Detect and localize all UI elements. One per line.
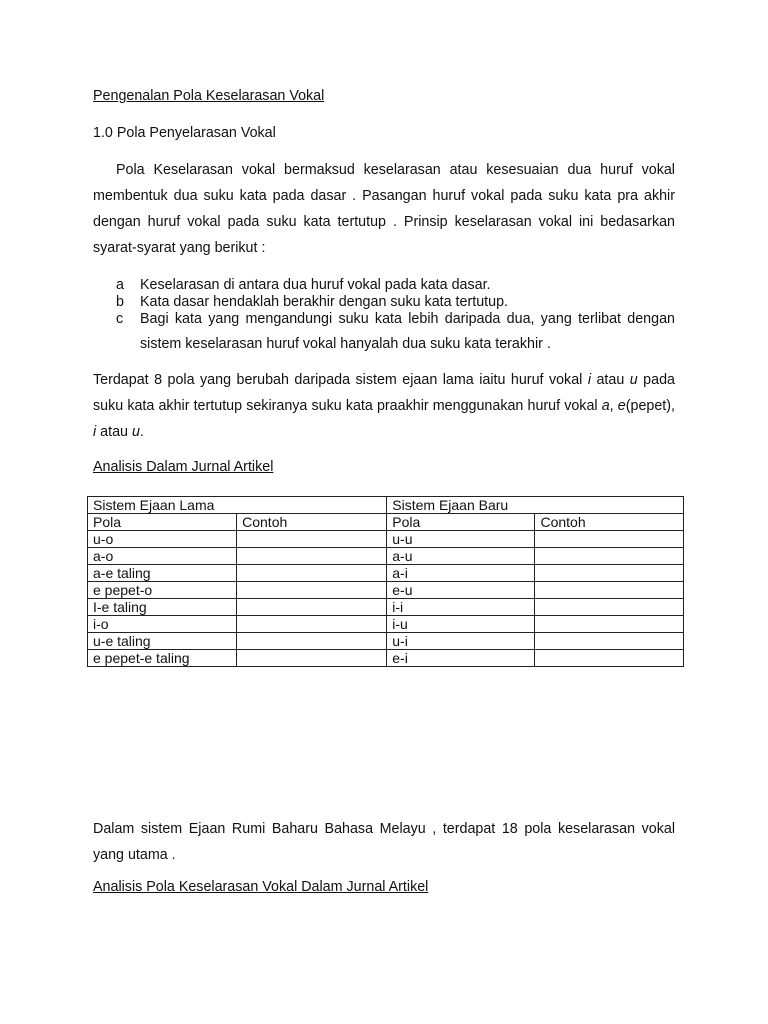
table-row bbox=[88, 565, 684, 582]
table-row bbox=[88, 650, 684, 667]
condition-item bbox=[93, 277, 675, 294]
table-row bbox=[88, 616, 684, 633]
old-contoh-cell bbox=[237, 650, 387, 667]
old-contoh-cell bbox=[237, 599, 387, 616]
pattern-paragraph: Terdapat 8 pola yang berubah daripada sistem ejaan lama iaitu huruf vokal i atau u pada suku kata akhir tertutup sekiranya suku kata praakhir menggunakan huruf vokal a, e(pepet), i atau u. bbox=[93, 372, 676, 440]
final-heading: Analisis Pola Keselarasan Vokal Dalam Jurnal Artikel bbox=[93, 879, 429, 895]
old-contoh-cell bbox=[237, 582, 387, 599]
new-contoh-cell bbox=[535, 565, 684, 582]
new-pola-cell: u-i bbox=[387, 633, 535, 650]
table-row bbox=[88, 531, 684, 548]
closing-paragraph: Dalam sistem Ejaan Rumi Baharu Bahasa Melayu , terdapat 18 pola keselarasan vokal yang utama . bbox=[93, 821, 675, 863]
col-header-old-contoh: Contoh bbox=[237, 514, 387, 531]
new-pola-cell: i-i bbox=[387, 599, 535, 616]
new-pola-cell: e-i bbox=[387, 650, 535, 667]
new-pola-cell: a-u bbox=[387, 548, 535, 565]
condition-text: Bagi kata yang mengandungi suku kata lebih daripada dua, yang terlibat dengan sistem keselarasan huruf vokal hanyalah dua suku kata terakhir . bbox=[140, 311, 675, 352]
condition-marker: c bbox=[116, 311, 124, 327]
old-pola-cell: e pepet-o bbox=[88, 582, 237, 599]
table-row bbox=[88, 599, 684, 616]
old-contoh-cell bbox=[237, 531, 387, 548]
condition-text: Kata dasar hendaklah berakhir dengan suku kata tertutup. bbox=[140, 294, 508, 310]
old-pola-cell: u-e taling bbox=[88, 633, 237, 650]
table-row bbox=[88, 582, 684, 599]
condition-marker: a bbox=[116, 277, 124, 293]
old-pola-cell: a-e taling bbox=[88, 565, 237, 582]
section-heading: 1.0 Pola Penyelarasan Vokal bbox=[93, 125, 276, 141]
intro-paragraph: Pola Keselarasan vokal bermaksud keselarasan atau kesesuaian dua huruf vokal membentuk dua suku kata pada dasar . Pasangan huruf vokal pada suku kata pra akhir dengan huruf vokal pada suku kata tertutup . Prinsip keselarasan vokal ini bedasarkan syarat-syarat yang berikut : bbox=[93, 162, 675, 256]
old-pola-cell: a-o bbox=[88, 548, 237, 565]
old-pola-cell: I-e taling bbox=[88, 599, 237, 616]
condition-text: Keselarasan di antara dua huruf vokal pada kata dasar. bbox=[140, 277, 491, 293]
condition-marker: b bbox=[116, 294, 124, 310]
old-contoh-cell bbox=[237, 565, 387, 582]
new-pola-cell: u-u bbox=[387, 531, 535, 548]
table-row bbox=[88, 633, 684, 650]
new-contoh-cell bbox=[535, 616, 684, 633]
col-header-new-pola: Pola bbox=[387, 514, 535, 531]
vowel-pattern-table bbox=[87, 496, 684, 667]
conditions-list bbox=[93, 277, 675, 357]
document-title: Pengenalan Pola Keselarasan Vokal bbox=[93, 88, 325, 104]
new-contoh-cell bbox=[535, 650, 684, 667]
new-pola-cell: e-u bbox=[387, 582, 535, 599]
table-column-header-row bbox=[88, 514, 684, 531]
old-contoh-cell bbox=[237, 616, 387, 633]
table-group-header-row bbox=[88, 497, 684, 514]
group-header-old: Sistem Ejaan Lama bbox=[88, 497, 387, 514]
new-pola-cell: a-i bbox=[387, 565, 535, 582]
new-pola-cell: i-u bbox=[387, 616, 535, 633]
col-header-old-pola: Pola bbox=[88, 514, 237, 531]
new-contoh-cell bbox=[535, 531, 684, 548]
old-pola-cell: i-o bbox=[88, 616, 237, 633]
analysis-heading: Analisis Dalam Jurnal Artikel bbox=[93, 459, 274, 475]
old-contoh-cell bbox=[237, 548, 387, 565]
new-contoh-cell bbox=[535, 582, 684, 599]
old-contoh-cell bbox=[237, 633, 387, 650]
new-contoh-cell bbox=[535, 599, 684, 616]
group-header-new: Sistem Ejaan Baru bbox=[387, 497, 684, 514]
old-pola-cell: e pepet-e taling bbox=[88, 650, 237, 667]
condition-item bbox=[93, 307, 675, 357]
new-contoh-cell bbox=[535, 548, 684, 565]
table-row bbox=[88, 548, 684, 565]
col-header-new-contoh: Contoh bbox=[535, 514, 684, 531]
old-pola-cell: u-o bbox=[88, 531, 237, 548]
new-contoh-cell bbox=[535, 633, 684, 650]
